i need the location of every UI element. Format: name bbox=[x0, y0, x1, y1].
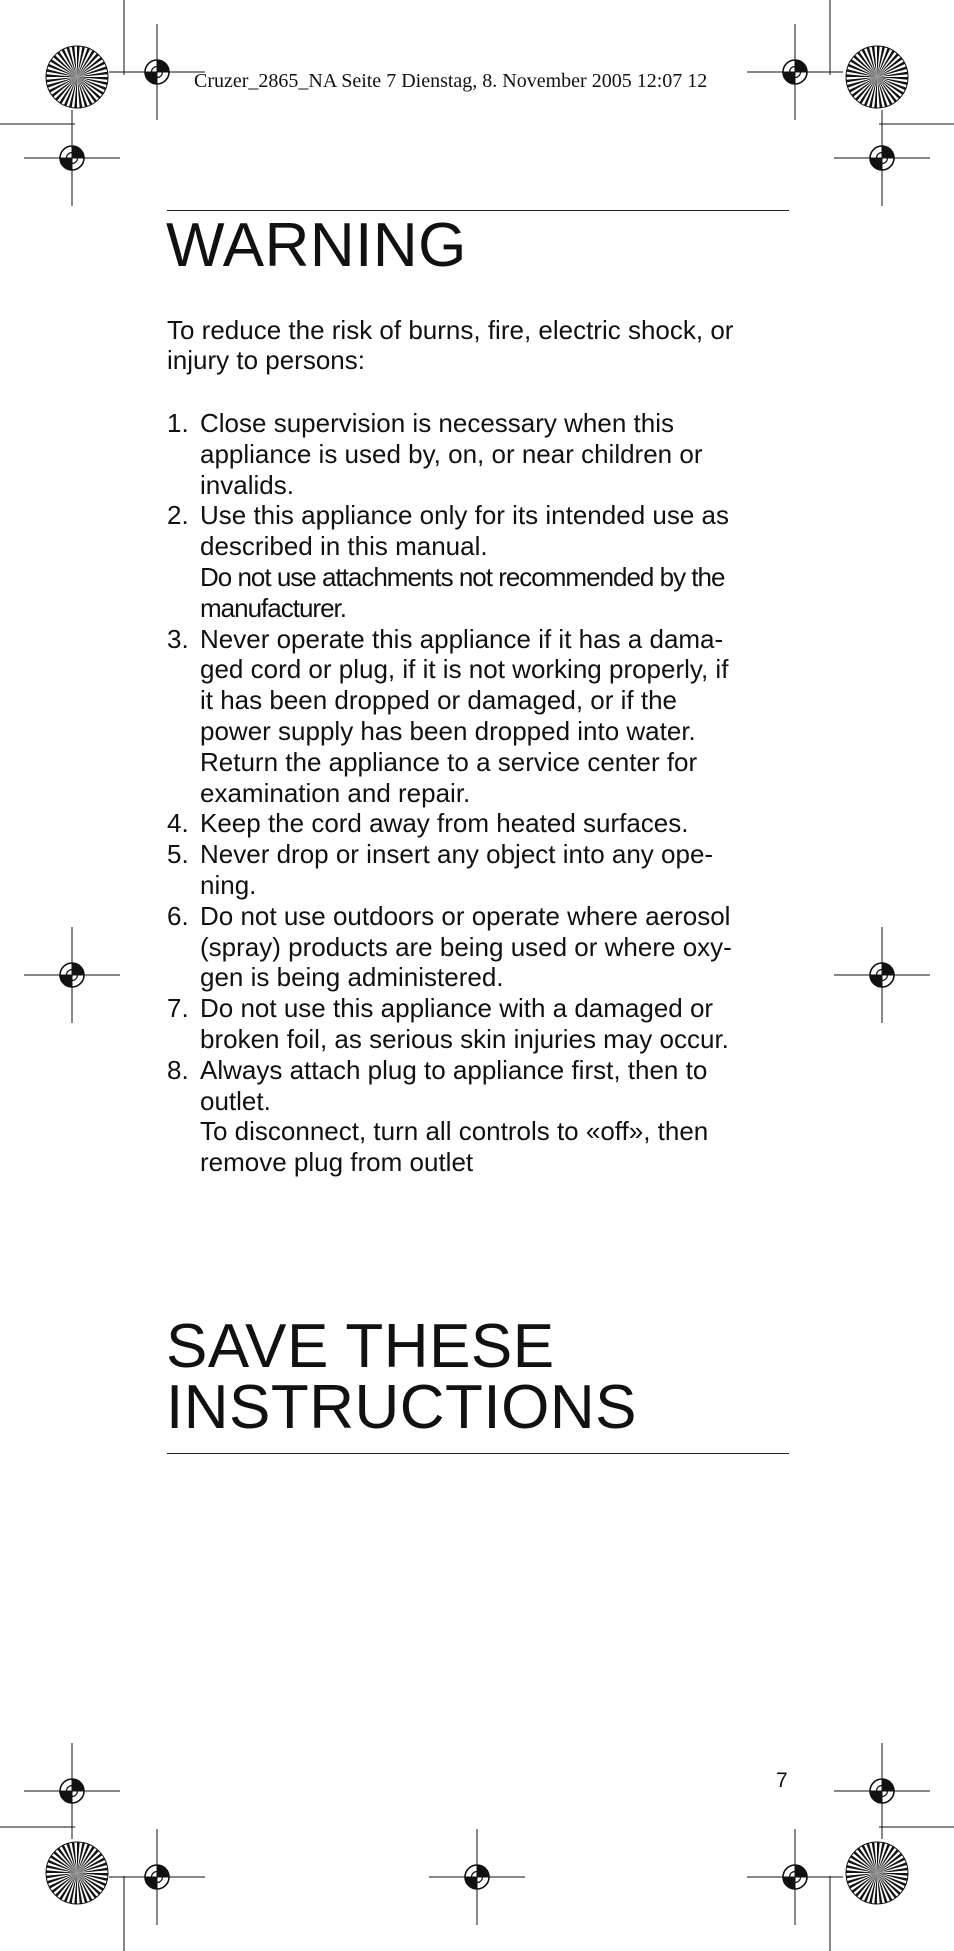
list-item-line: outlet. bbox=[200, 1085, 271, 1116]
list-item bbox=[167, 993, 792, 1055]
registration-mark-bottom-right bbox=[747, 1829, 843, 1925]
registration-mark-mid-left bbox=[24, 927, 120, 1023]
list-item-line: Do not use this appliance with a damaged or bbox=[200, 993, 714, 1024]
list-item-line: Always attach plug to appliance first, then to bbox=[200, 1054, 708, 1085]
list-item-number: 7. bbox=[167, 993, 189, 1024]
instruction-list bbox=[167, 408, 792, 1178]
list-item-line: Never drop or insert any object into any ope- bbox=[200, 839, 714, 870]
list-item-number: 2. bbox=[167, 500, 189, 531]
list-item-line: To disconnect, turn all controls to «off», then bbox=[200, 1116, 709, 1147]
list-item-line: Keep the cord away from heated surfaces. bbox=[200, 808, 689, 839]
star-target-wedge bbox=[877, 1842, 880, 1873]
list-item-line: (spray) products are being used or where oxy- bbox=[200, 931, 732, 962]
list-item-number: 3. bbox=[167, 623, 189, 654]
star-target-wedge bbox=[877, 46, 880, 77]
list-item-line: Close supervision is necessary when this bbox=[200, 408, 674, 438]
list-item-line: appliance is used by, on, or near children or bbox=[200, 438, 703, 469]
list-item-line: ning. bbox=[200, 869, 257, 900]
page-title: WARNING bbox=[166, 211, 467, 280]
list-item-line: remove plug from outlet bbox=[200, 1147, 474, 1178]
star-target-wedge bbox=[46, 74, 77, 77]
list-item-line: Never operate this appliance if it has a dama- bbox=[200, 623, 724, 654]
list-item-line: power supply has been dropped into water. bbox=[200, 715, 696, 746]
list-item-line: broken foil, as serious skin injuries may occur. bbox=[200, 1023, 729, 1054]
list-item-line: ged cord or plug, if it is not working properly, if bbox=[200, 654, 729, 685]
star-target-wedge bbox=[77, 1842, 80, 1873]
list-item bbox=[167, 1055, 792, 1178]
star-target-wedge bbox=[77, 46, 80, 77]
star-target-top-right bbox=[846, 46, 908, 108]
registration-mark-bottom-center bbox=[429, 1829, 525, 1925]
list-item-line: it has been dropped or damaged, or if the bbox=[200, 685, 677, 716]
list-item-number: 8. bbox=[167, 1054, 189, 1085]
star-target-bottom-right bbox=[846, 1842, 908, 1904]
star-target-wedge bbox=[877, 77, 908, 80]
bottom-divider bbox=[167, 1453, 789, 1454]
star-target-wedge bbox=[874, 77, 877, 108]
list-item-number: 5. bbox=[167, 839, 189, 870]
list-item-number: 1. bbox=[167, 408, 189, 438]
list-item-line: Return the appliance to a service center for bbox=[200, 746, 698, 777]
list-item bbox=[167, 408, 792, 500]
list-item bbox=[167, 901, 792, 993]
closing-heading-line: INSTRUCTIONS bbox=[166, 1373, 637, 1442]
star-target-wedge bbox=[46, 1870, 77, 1873]
star-target-wedge bbox=[846, 1870, 877, 1873]
intro-paragraph: To reduce the risk of burns, fire, electric shock, or injury to persons: bbox=[167, 315, 734, 375]
registration-mark-lower-right bbox=[834, 1743, 930, 1839]
registration-mark-lower-left bbox=[24, 1743, 120, 1839]
star-target-bottom-left bbox=[46, 1842, 108, 1904]
list-item-line: examination and repair. bbox=[200, 777, 471, 808]
list-item-line: Do not use outdoors or operate where aerosol bbox=[200, 900, 731, 931]
star-target-wedge bbox=[77, 77, 108, 80]
list-item bbox=[167, 808, 792, 839]
list-item-line: described in this manual. bbox=[200, 531, 488, 562]
list-item-number: 4. bbox=[167, 808, 189, 839]
print-slug: Cruzer_2865_NA Seite 7 Dienstag, 8. November 2005 12:07 12 bbox=[194, 70, 708, 92]
list-item-line: Do not use attachments not recommended by the bbox=[200, 561, 725, 592]
star-target-top-left bbox=[46, 46, 108, 108]
list-item bbox=[167, 500, 792, 623]
list-item-line: manufacturer. bbox=[200, 592, 346, 623]
star-target-wedge bbox=[74, 77, 77, 108]
star-target-wedge bbox=[74, 1873, 77, 1904]
closing-heading-line: SAVE THESE bbox=[166, 1312, 555, 1381]
list-item-number: 6. bbox=[167, 900, 189, 931]
star-target-wedge bbox=[874, 1873, 877, 1904]
registration-mark-bottom-left bbox=[109, 1829, 205, 1925]
registration-mark-top-left bbox=[109, 24, 205, 120]
list-item-line: invalids. bbox=[200, 469, 294, 500]
star-target-wedge bbox=[846, 74, 877, 77]
page-number: 7 bbox=[776, 1769, 788, 1792]
list-item bbox=[167, 624, 792, 809]
star-target-wedge bbox=[77, 1873, 108, 1876]
list-item-line: gen is being administered. bbox=[200, 962, 504, 993]
registration-mark-mid-right bbox=[834, 927, 930, 1023]
list-item bbox=[167, 839, 792, 901]
registration-mark-top-right bbox=[747, 24, 843, 120]
closing-heading bbox=[166, 1312, 637, 1442]
star-target-wedge bbox=[877, 1873, 908, 1876]
list-item-line: Use this appliance only for its intended use as bbox=[200, 500, 729, 531]
